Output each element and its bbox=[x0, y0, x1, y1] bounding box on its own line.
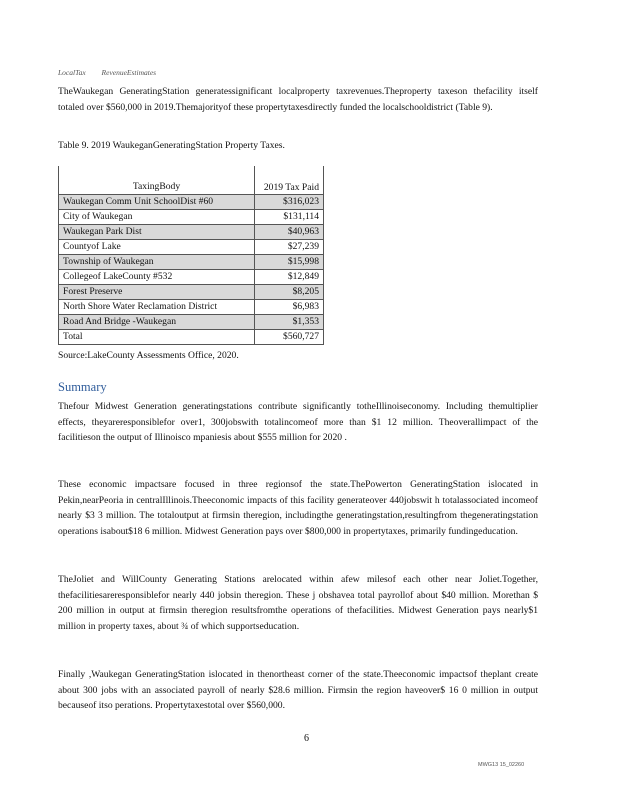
table-row bbox=[59, 225, 324, 240]
taxing-body-cell: Waukegan Park Dist bbox=[59, 225, 255, 240]
tax-paid-cell: $131,114 bbox=[255, 210, 324, 225]
intro-paragraph: TheWaukegan GeneratingStation generatessignificant localproperty taxrevenues.Theproperty taxeson thefacility itself totaled over $560,000 in 2019.Themajorityof these propertytaxesdirectly funded the localschooldistrict (Table 9). bbox=[58, 86, 538, 113]
table-row bbox=[59, 195, 324, 210]
taxing-body-cell: North Shore Water Reclamation District bbox=[59, 300, 255, 315]
header-right: RevenueEstimates bbox=[101, 68, 157, 77]
tax-paid-cell: $40,963 bbox=[255, 225, 324, 240]
table-row bbox=[59, 210, 324, 225]
total-amount-cell: $560,727 bbox=[255, 330, 324, 345]
tax-paid-cell: $1,353 bbox=[255, 315, 324, 330]
summary-paragraph: TheJoliet and WillCounty Generating Stations arelocated within afew milesof each other near Joliet.Together, thefacilitiesareresponsiblefor nearly 440 jobsin theregion. These j obshavea total payrollof about $40 million. Morethan $ 200 million in output at firmsin theregion resultsfromthe operations of thefacilities. Midwest Generation pays nearly$1 million in property taxes, about ¾ of which supportseducation. bbox=[58, 574, 538, 632]
table-source: Source:LakeCounty Assessments Office, 2020. bbox=[58, 350, 239, 361]
header-left: LocalTax bbox=[58, 68, 86, 77]
page-number: 6 bbox=[304, 733, 309, 744]
taxing-body-cell: Countyof Lake bbox=[59, 240, 255, 255]
total-label-cell: Total bbox=[59, 330, 255, 345]
tax-paid-cell: $6,983 bbox=[255, 300, 324, 315]
table-row bbox=[59, 240, 324, 255]
summary-paragraph: Finally ,Waukegan GeneratingStation islocated in thenortheast corner of the state.Theeconomic impactsof theplant create about 300 jobs with an associated payroll of nearly $28.6 million. Firmsin the region haveover$ 16 0 million in output becauseof itso perations. Propertytaxestotal over $560,000. bbox=[58, 669, 538, 711]
taxing-body-cell: City of Waukegan bbox=[59, 210, 255, 225]
summary-heading: Summary bbox=[58, 380, 107, 394]
taxing-body-cell: Forest Preserve bbox=[59, 285, 255, 300]
taxing-body-cell: Collegeof LakeCounty #532 bbox=[59, 270, 255, 285]
table-header-row bbox=[59, 166, 324, 195]
tax-paid-cell: $316,023 bbox=[255, 195, 324, 210]
taxing-body-cell: Township of Waukegan bbox=[59, 255, 255, 270]
summary-paragraph: These economic impactsare focused in three regionsof the state.ThePowerton GeneratingStation islocated in Pekin,nearPeoria in centralIllinois.Theeconomic impacts of this facility generateover 440jobswit h totalassociated incomeof nearly $3 3 million. The totaloutput at firmsin theregion, includingthe generatingstation,resultingfrom thegeneratingstation operations isabout$18 6 million. Midwest Generation pays over $800,000 in propertytaxes, primarily fundingeducation. bbox=[58, 479, 538, 537]
tax-paid-cell: $12,849 bbox=[255, 270, 324, 285]
table-row bbox=[59, 255, 324, 270]
taxing-body-cell: Road And Bridge -Waukegan bbox=[59, 315, 255, 330]
table-row bbox=[59, 270, 324, 285]
table-row bbox=[59, 300, 324, 315]
table-caption: Table 9. 2019 WaukeganGeneratingStation Property Taxes. bbox=[58, 140, 285, 151]
table-row bbox=[59, 285, 324, 300]
property-tax-table bbox=[58, 166, 324, 345]
taxing-body-cell: Waukegan Comm Unit SchoolDist #60 bbox=[59, 195, 255, 210]
tax-paid-cell: $8,205 bbox=[255, 285, 324, 300]
table-total-row bbox=[59, 330, 324, 345]
column-header-tax-paid: 2019 Tax Paid bbox=[255, 166, 324, 195]
tax-paid-cell: $27,239 bbox=[255, 240, 324, 255]
column-header-taxing-body: TaxingBody bbox=[59, 166, 255, 195]
running-header bbox=[58, 68, 170, 77]
table-row bbox=[59, 315, 324, 330]
document-code: MWG13 15_02260 bbox=[478, 762, 525, 768]
summary-paragraph: Thefour Midwest Generation generatingstations contribute significantly totheIllinoiseconomy. Including themultiplier effects, theyareresponsiblefor over1, 300jobswith totalincomeof more than $1 12 million. Theoverallimpact of the facilitieson the output of Illinoisco mpaniesis about $555 million for 2020 . bbox=[58, 401, 538, 443]
tax-paid-cell: $15,998 bbox=[255, 255, 324, 270]
